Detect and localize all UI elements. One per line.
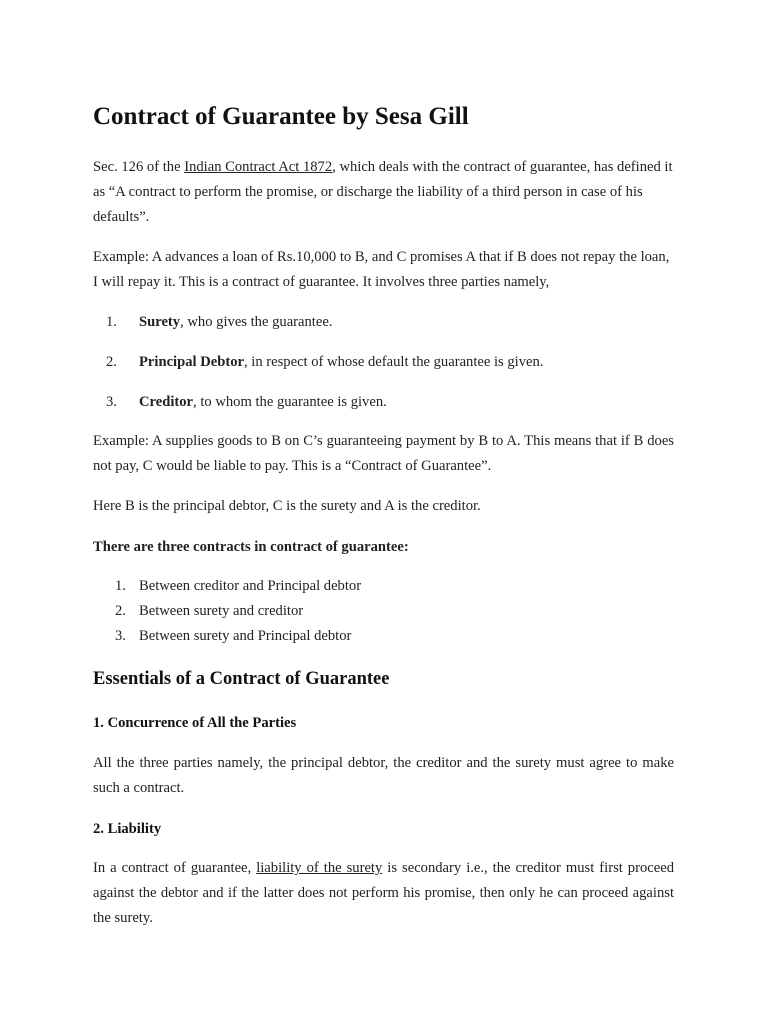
list-item-number: 3. bbox=[115, 628, 126, 644]
liability-text-start: In a contract of guarantee, bbox=[93, 860, 257, 876]
liability-text-end: is secondary i.e., the creditor must first proceed against the debtor and if the latter does not perform his promise, then only he can proceed against the surety. bbox=[93, 860, 674, 926]
list-item-text: Between surety and creditor bbox=[139, 603, 304, 619]
list-item-number: 2. bbox=[115, 603, 126, 619]
list-item-text bbox=[139, 352, 543, 372]
list-item-number: 1. bbox=[115, 578, 126, 594]
list-item-number: 3. bbox=[106, 394, 117, 410]
section-heading-liability: 2. Liability bbox=[93, 821, 162, 837]
section-heading-concurrence: 1. Concurrence of All the Parties bbox=[93, 715, 297, 731]
definition-paragraph bbox=[93, 155, 674, 230]
list-item-text bbox=[139, 312, 332, 332]
party-name: Creditor bbox=[139, 394, 194, 410]
roles-paragraph: Here B is the principal debtor, C is the surety and A is the creditor. bbox=[93, 498, 481, 514]
definition-text-end: , which deals with the contract of guarantee, has defined it as “A contract to perform the promise, or discharge the liability of a third person in case of his defaults”. bbox=[93, 159, 673, 225]
example-paragraph-2: Example: A supplies goods to B on C’s guaranteeing payment by B to A. This means that if B does not pay, C would be liable to pay. This is a “Contract of Guarantee”. bbox=[93, 433, 674, 474]
list-item-text: Between surety and Principal debtor bbox=[139, 628, 352, 644]
essentials-heading: Essentials of a Contract of Guarantee bbox=[93, 669, 390, 689]
concurrence-paragraph: All the three parties namely, the principal debtor, the creditor and the surety must agree to make such a contract. bbox=[93, 755, 674, 796]
indian-contract-act-link[interactable]: Indian Contract Act 1872 bbox=[184, 159, 333, 175]
party-name: Principal Debtor bbox=[139, 354, 244, 370]
list-item-text: Between creditor and Principal debtor bbox=[139, 578, 362, 594]
definition-text-start: Sec. 126 of the bbox=[93, 159, 185, 175]
list-item-text bbox=[139, 392, 387, 412]
liability-paragraph bbox=[93, 856, 674, 931]
contracts-heading: There are three contracts in contract of guarantee: bbox=[93, 539, 409, 555]
party-description: , to whom the guarantee is given. bbox=[193, 394, 387, 410]
list-item-number: 2. bbox=[106, 354, 117, 370]
example-paragraph-1: Example: A advances a loan of Rs.10,000 to B, and C promises A that if B does not repay the loan, I will repay it. This is a contract of guarantee. It involves three parties namely, bbox=[93, 249, 670, 290]
party-description: , in respect of whose default the guarantee is given. bbox=[243, 354, 544, 370]
party-name: Surety bbox=[139, 314, 181, 330]
liability-of-surety-link[interactable]: liability of the surety bbox=[256, 860, 383, 876]
list-item-number: 1. bbox=[106, 314, 117, 330]
document-title: Contract of Guarantee by Sesa Gill bbox=[93, 103, 469, 130]
party-description: , who gives the guarantee. bbox=[180, 314, 333, 330]
